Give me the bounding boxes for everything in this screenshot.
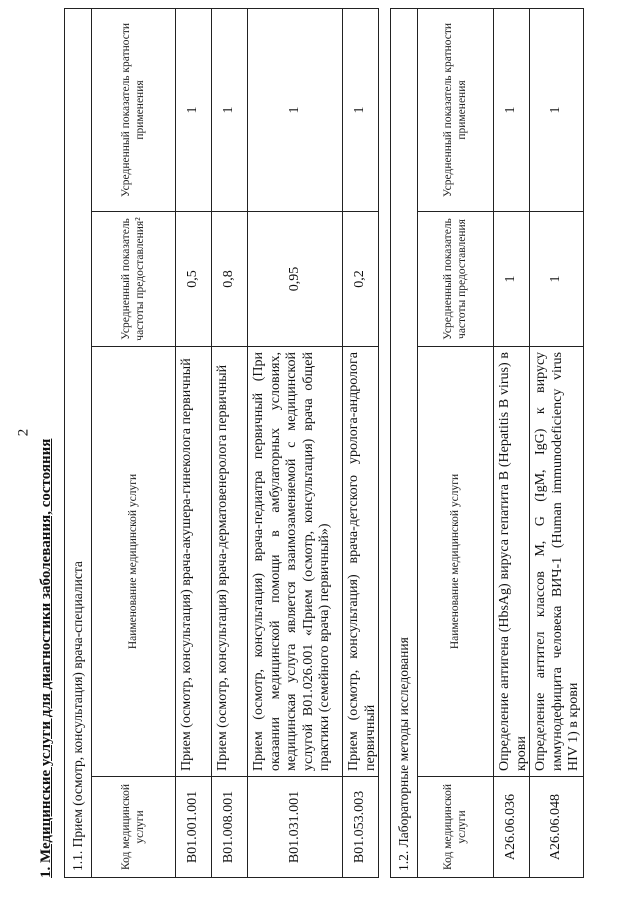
table-lab-methods [390, 8, 584, 878]
header-multiplicity: Усредненный показатель кратности применения [418, 9, 493, 212]
row-frequency: 1 [530, 212, 583, 347]
row-name: Прием (осмотр, консультация) врача-акушера-гинеколога первичный [176, 347, 211, 777]
row-frequency: 0,95 [248, 212, 342, 347]
row-code: B01.001.001 [185, 790, 201, 864]
row-code: B01.008.001 [221, 790, 237, 864]
table-row [211, 9, 247, 877]
row-multiplicity: 1 [212, 9, 247, 212]
table-row [529, 9, 583, 877]
table-row [342, 9, 378, 877]
section-title: 1. Медицинские услуги для диагностики заболевания, состояния [38, 438, 54, 878]
row-name: Прием (осмотр, консультация) врача-педиатра первичный (При оказании медицинской помощи в амбулаторных условиях, медицинская услуга является взаимозаменяемой с медицинской услугой B01.026.001 «Прием (осмотр, консультация) врача общей практики (семейного врача) первичный») [248, 347, 342, 777]
row-code: A26.06.036 [503, 793, 519, 861]
row-frequency: 0,5 [176, 212, 211, 347]
header-multiplicity: Усредненный показатель кратности применения [92, 9, 175, 212]
row-name: Прием (осмотр, консультация) врача-детского уролога-андролога первичный [343, 347, 378, 777]
row-multiplicity: 1 [176, 9, 211, 212]
table-title: 1.1. Прием (осмотр, консультация) врача-специалиста [65, 9, 92, 877]
header-frequency: Усредненный показатель частоты предоставления [418, 212, 493, 347]
page-number: 2 [15, 428, 32, 437]
table-row [175, 9, 211, 877]
row-name: Определение антигена (HbsAg) вируса гепатита B (Hepatitis B virus) в крови [494, 347, 529, 777]
row-code: B01.031.001 [286, 790, 302, 864]
row-frequency: 0,8 [212, 212, 247, 347]
row-multiplicity: 1 [248, 9, 342, 212]
header-name: Наименование медицинской услуги [418, 347, 493, 777]
row-multiplicity: 1 [343, 9, 378, 212]
table-row [247, 9, 342, 877]
row-code: B01.053.003 [352, 790, 368, 864]
row-frequency: 0,2 [343, 212, 378, 347]
table-row [493, 9, 529, 877]
row-frequency: 1 [494, 212, 529, 347]
row-code: A26.06.048 [548, 793, 564, 861]
row-name: Определение антител классов M, G (IgM, IgG) к вирусу иммунодефицита человека ВИЧ-1 (Human immunodeficiency virus HIV 1) в крови [530, 347, 583, 777]
table-header-row [92, 9, 175, 877]
header-frequency: Усредненный показатель частоты предоставления² [92, 212, 175, 347]
header-code: Код медицинской услуги [120, 784, 146, 870]
header-code: Код медицинской услуги [442, 784, 468, 870]
table-header-row [418, 9, 493, 877]
row-name: Прием (осмотр, консультация) врача-дерматовенеролога первичный [212, 347, 247, 777]
header-name: Наименование медицинской услуги [92, 347, 175, 777]
row-multiplicity: 1 [494, 9, 529, 212]
row-multiplicity: 1 [530, 9, 583, 212]
table-consultations [64, 8, 379, 878]
table-title: 1.2. Лабораторные методы исследования [391, 9, 418, 877]
